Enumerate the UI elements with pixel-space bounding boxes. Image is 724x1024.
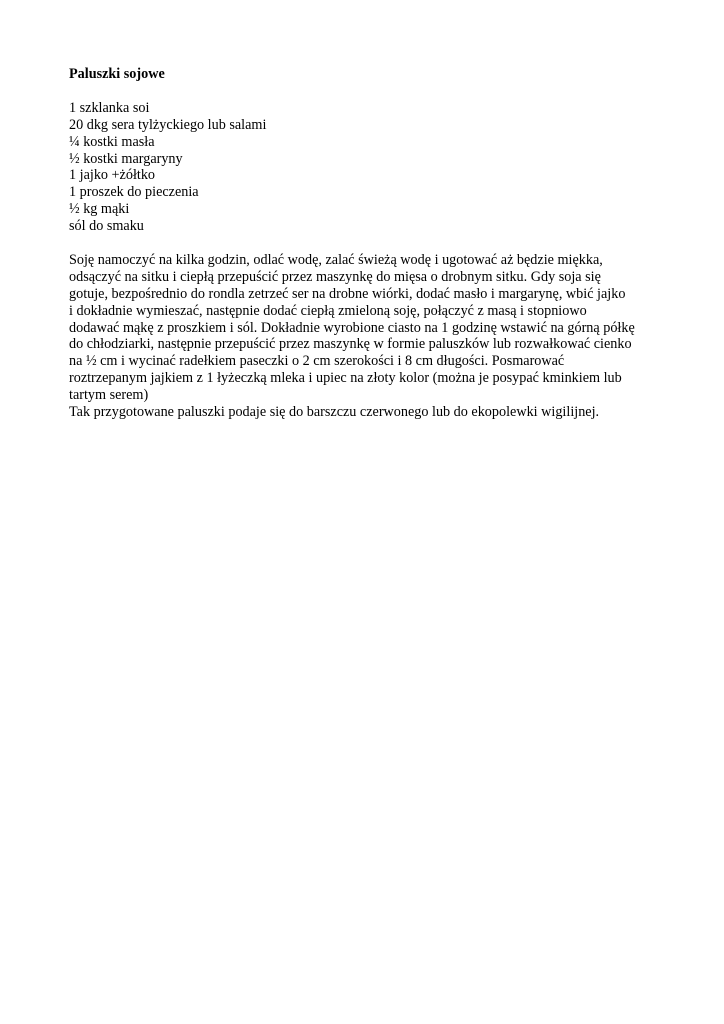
serving-note: Tak przygotowane paluszki podaje się do barszczu czerwonego lub do ekopolewki wigilijnej. (69, 404, 600, 421)
ingredient-item: ¼ kostki masła (69, 133, 155, 150)
method-line: Soję namoczyć na kilka godzin, odlać wodę, zalać świeżą wodę i ugotować aż będzie miękka, (69, 251, 603, 268)
ingredient-list (69, 100, 669, 235)
ingredient-item: ½ kg mąki (69, 201, 130, 218)
method-line: i dokładnie wymieszać, następnie dodać ciepłą zmieloną soję, połączyć z masą i stopniowo (69, 302, 587, 319)
method-line: roztrzepanym jajkiem z 1 łyżeczką mleka i upiec na złoty kolor (można je posypać kminkiem lub (69, 370, 622, 387)
method-line: dodawać mąkę z proszkiem i sól. Dokładnie wyrobione ciasto na 1 godzinę wstawić na górną półkę (69, 319, 635, 336)
ingredient-item: 1 szklanka soi (69, 99, 150, 116)
method-line: odsączyć na sitku i ciepłą przepuścić przez maszynkę do mięsa o drobnym sitku. Gdy soja się (69, 268, 601, 285)
ingredient-item: sól do smaku (69, 218, 144, 235)
ingredient-item: ½ kostki margaryny (69, 150, 183, 167)
recipe-title: Paluszki sojowe (69, 66, 165, 82)
ingredient-item: 1 proszek do pieczenia (69, 184, 199, 201)
method-line: gotuje, bezpośrednio do rondla zetrzeć ser na drobne wiórki, dodać masło i margarynę, wbić jajko (69, 285, 626, 302)
method-line: do chłodziarki, następnie przepuścić przez maszynkę w formie paluszków lub rozwałkować cienko (69, 336, 632, 353)
method-line: na ½ cm i wycinać radełkiem paseczki o 2 cm szerokości i 8 cm długości. Posmarować (69, 353, 565, 370)
method-paragraph (69, 252, 669, 404)
method-line: tartym serem) (69, 387, 149, 404)
ingredient-item: 20 dkg sera tylżyckiego lub salami (69, 116, 267, 133)
document-page (69, 66, 669, 421)
ingredient-item: 1 jajko +żółtko (69, 167, 156, 184)
